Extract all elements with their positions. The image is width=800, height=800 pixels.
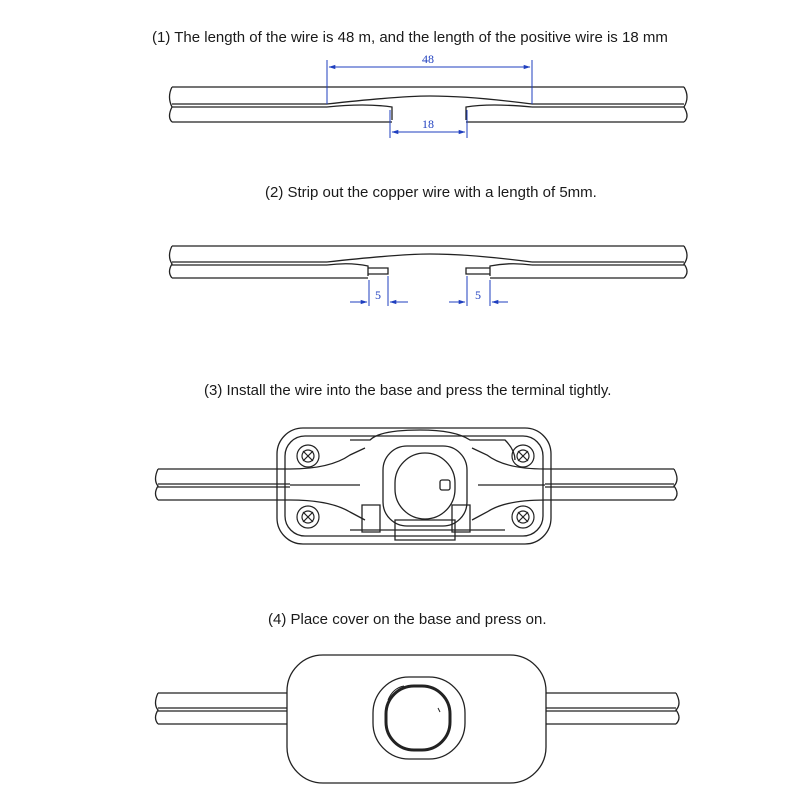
step-4-title: (4) Place cover on the base and press on. <box>268 611 547 628</box>
step-3-wire <box>156 469 678 500</box>
step-4-wire <box>156 693 680 724</box>
step-2-wire <box>170 246 688 278</box>
step-2-title: (2) Strip out the copper wire with a length of 5mm. <box>265 184 597 201</box>
switch-cover <box>287 655 546 783</box>
dimension-48-label: 48 <box>422 52 434 66</box>
screw-holes <box>297 445 534 528</box>
dimension-18-label: 18 <box>422 117 434 131</box>
dimension-5-right-label: 5 <box>475 288 481 302</box>
step-2-dimensions <box>350 276 508 306</box>
step-3-title: (3) Install the wire into the base and press the terminal tightly. <box>204 382 612 399</box>
switch-base <box>277 428 551 544</box>
dimension-5-left-label: 5 <box>375 288 381 302</box>
step-1-title: (1) The length of the wire is 48 m, and the length of the positive wire is 18 mm <box>152 29 668 46</box>
